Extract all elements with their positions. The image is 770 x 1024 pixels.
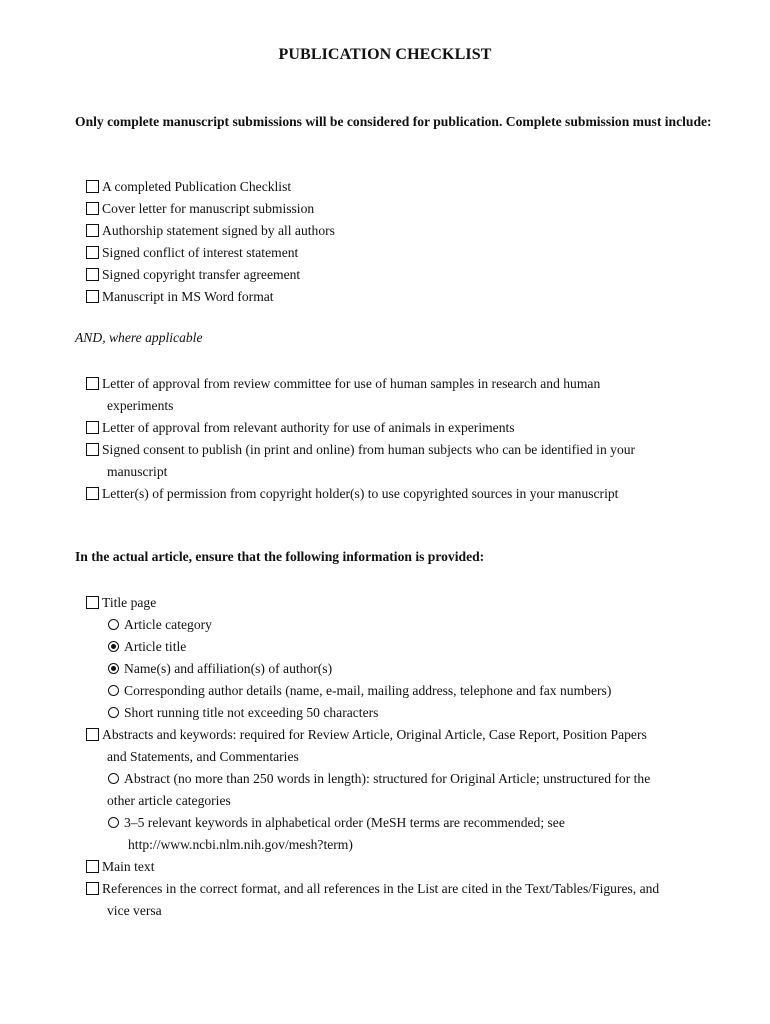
abstracts-item[interactable]: Abstracts and keywords: required for Review Article, Original Article, Case Report, Position Papers <box>86 724 706 746</box>
abstract-subitem[interactable]: Abstract (no more than 250 words in length): structured for Original Article; unstructured for the <box>86 768 706 790</box>
checkbox[interactable] <box>86 443 99 456</box>
abstracts-item-continued: and Statements, and Commentaries <box>107 749 299 764</box>
required-item[interactable]: Authorship statement signed by all authors <box>86 220 706 242</box>
applicable-heading: AND, where applicable <box>75 330 203 345</box>
title-page-subitem[interactable]: Article title <box>86 636 706 658</box>
title-page-subitem[interactable]: Short running title not exceeding 50 characters <box>86 702 706 724</box>
checkbox[interactable] <box>86 487 99 500</box>
article-list <box>86 592 706 922</box>
article-heading: In the actual article, ensure that the following information is provided: <box>75 549 485 564</box>
main-text-item[interactable]: Main text <box>86 856 706 878</box>
title-page-subitem[interactable]: Corresponding author details (name, e-mail, mailing address, telephone and fax numbers) <box>86 680 706 702</box>
keywords-subitem[interactable]: 3–5 relevant keywords in alphabetical order (MeSH terms are recommended; see <box>86 812 706 834</box>
references-item-continued: vice versa <box>107 903 162 918</box>
title-page-item[interactable]: Title page <box>86 592 706 614</box>
radio-unselected-icon[interactable] <box>108 773 119 784</box>
checkbox[interactable] <box>86 224 99 237</box>
radio-unselected-icon[interactable] <box>108 817 119 828</box>
checkbox[interactable] <box>86 180 99 193</box>
applicable-item[interactable]: Signed consent to publish (in print and online) from human subjects who can be identified in your <box>86 439 706 461</box>
applicable-item-continued: experiments <box>107 398 174 413</box>
checkbox[interactable] <box>86 882 99 895</box>
checkbox[interactable] <box>86 728 99 741</box>
applicable-item[interactable]: Letter(s) of permission from copyright holder(s) to use copyrighted sources in your manuscript <box>86 483 706 505</box>
radio-unselected-icon[interactable] <box>108 707 119 718</box>
applicable-item[interactable]: Letter of approval from relevant authority for use of animals in experiments <box>86 417 706 439</box>
required-item[interactable]: Cover letter for manuscript submission <box>86 198 706 220</box>
title-page-subitem[interactable]: Article category <box>86 614 706 636</box>
checkbox[interactable] <box>86 596 99 609</box>
radio-unselected-icon[interactable] <box>108 619 119 630</box>
abstract-subitem-continued: other article categories <box>107 793 231 808</box>
references-item[interactable]: References in the correct format, and all references in the List are cited in the Text/Tables/Figures, and <box>86 878 706 900</box>
applicable-item-continued: manuscript <box>107 464 168 479</box>
checkbox[interactable] <box>86 290 99 303</box>
title-page-subitem[interactable]: Name(s) and affiliation(s) of author(s) <box>86 658 706 680</box>
required-item[interactable]: Signed conflict of interest statement <box>86 242 706 264</box>
radio-unselected-icon[interactable] <box>108 685 119 696</box>
radio-selected-icon[interactable] <box>108 641 119 652</box>
required-list <box>86 176 706 308</box>
checkbox[interactable] <box>86 860 99 873</box>
page-title: PUBLICATION CHECKLIST <box>278 46 492 63</box>
applicable-list <box>86 373 706 505</box>
checkbox[interactable] <box>86 246 99 259</box>
checkbox[interactable] <box>86 202 99 215</box>
required-item[interactable]: A completed Publication Checklist <box>86 176 706 198</box>
keywords-subitem-continued: http://www.ncbi.nlm.nih.gov/mesh?term) <box>128 837 353 852</box>
checkbox[interactable] <box>86 421 99 434</box>
radio-selected-icon[interactable] <box>108 663 119 674</box>
required-item[interactable]: Signed copyright transfer agreement <box>86 264 706 286</box>
required-item[interactable]: Manuscript in MS Word format <box>86 286 706 308</box>
checkbox[interactable] <box>86 377 99 390</box>
intro-text: Only complete manuscript submissions will be considered for publication. Complete submission must include: <box>75 114 712 129</box>
checkbox[interactable] <box>86 268 99 281</box>
applicable-item[interactable]: Letter of approval from review committee for use of human samples in research and human <box>86 373 706 395</box>
